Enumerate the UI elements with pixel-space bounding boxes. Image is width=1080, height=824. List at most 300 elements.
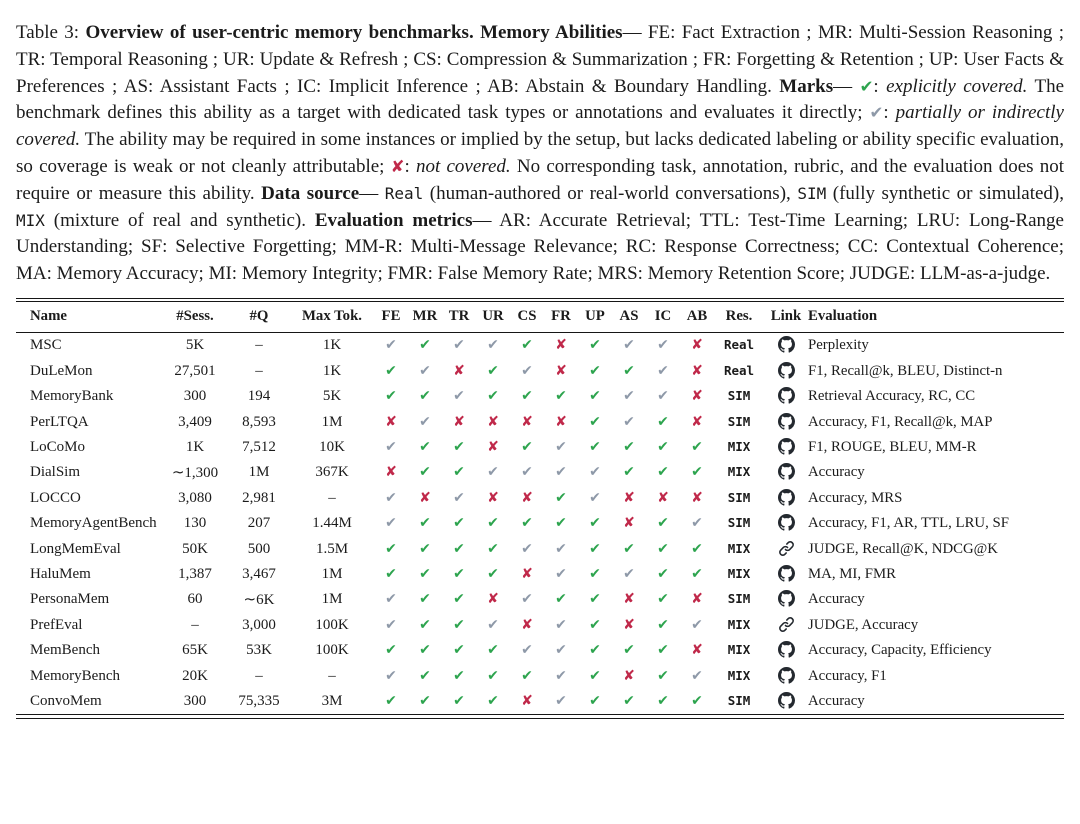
ability-cell-FE — [374, 460, 408, 485]
github-icon[interactable] — [778, 463, 795, 480]
ability-mark-FE: ✔ — [385, 337, 397, 354]
sessions-count: 3,080 — [178, 489, 212, 506]
ability-mark-AB: ✘ — [691, 413, 703, 430]
ability-mark-AS: ✘ — [623, 667, 635, 684]
ability-mark-UR: ✔ — [487, 692, 499, 709]
ability-mark-AS: ✘ — [623, 489, 635, 506]
link-link[interactable] — [778, 616, 795, 633]
data-source-label: MIX — [727, 642, 751, 658]
benchmark-name: MemoryBench — [30, 667, 120, 684]
ability-cell-FE — [374, 537, 408, 562]
data-source-cell — [714, 333, 764, 359]
table-row — [16, 511, 1064, 536]
ability-mark-UR: ✘ — [487, 413, 499, 430]
ability-mark-AB: ✔ — [691, 464, 703, 481]
table-row — [16, 613, 1064, 638]
ability-mark-AB: ✔ — [691, 439, 703, 456]
github-link[interactable] — [778, 514, 795, 531]
ability-mark-AS: ✔ — [623, 642, 635, 659]
caption-text-segment: Real — [384, 183, 424, 203]
table-caption — [16, 20, 1064, 288]
table-row — [16, 689, 1064, 714]
github-link[interactable] — [778, 362, 795, 379]
ability-mark-CS: ✘ — [521, 489, 533, 506]
ability-mark-FR: ✘ — [555, 362, 567, 379]
evaluation-metrics: MA, MI, FMR — [808, 565, 896, 582]
ability-cell-UR — [476, 435, 510, 460]
ability-mark-FR: ✔ — [555, 642, 567, 659]
ability-cell-UR — [476, 359, 510, 384]
table-row — [16, 486, 1064, 511]
ability-cell-MR — [408, 664, 442, 689]
col-header-res: Res. — [725, 308, 753, 325]
ability-mark-CS: ✔ — [521, 439, 533, 456]
sessions-count: 1K — [185, 439, 205, 456]
github-link[interactable] — [778, 489, 795, 506]
ability-mark-FR: ✔ — [555, 464, 567, 481]
ability-mark-FR: ✘ — [555, 413, 567, 430]
ability-cell-CS — [510, 587, 544, 612]
ability-mark-UP: ✔ — [589, 439, 601, 456]
ability-mark-FR: ✘ — [555, 337, 567, 354]
ability-mark-FR: ✔ — [555, 616, 567, 633]
data-source-label: MIX — [727, 616, 751, 632]
caption-text-segment: : — [873, 75, 887, 97]
link-cell — [764, 587, 808, 612]
ability-cell-AS — [612, 359, 646, 384]
link-icon[interactable] — [778, 616, 795, 633]
ability-mark-FR: ✔ — [555, 439, 567, 456]
ability-mark-TR: ✔ — [453, 489, 465, 506]
table-header — [16, 302, 1064, 333]
ability-cell-IC — [646, 562, 680, 587]
ability-mark-MR: ✔ — [419, 692, 431, 709]
evaluation-metrics: JUDGE, Recall@K, NDCG@K — [808, 540, 998, 557]
ability-cell-AS — [612, 333, 646, 359]
ability-cell-CS — [510, 359, 544, 384]
link-cell — [764, 562, 808, 587]
caption-text-segment: — — [359, 182, 385, 204]
questions-count: 194 — [247, 388, 271, 405]
github-icon[interactable] — [778, 336, 795, 353]
ability-mark-AS: ✔ — [623, 464, 635, 481]
caption-mark-glyph: ✔ — [869, 103, 884, 123]
ability-mark-MR: ✔ — [419, 642, 431, 659]
sessions-count: – — [191, 616, 199, 633]
ability-cell-TR — [442, 359, 476, 384]
data-source-cell — [714, 435, 764, 460]
questions-count: – — [255, 362, 263, 379]
col-header-sess: #Sess. — [176, 308, 214, 325]
ability-mark-UR: ✔ — [487, 362, 499, 379]
ability-cell-CS — [510, 689, 544, 714]
ability-mark-IC: ✔ — [657, 388, 669, 405]
github-icon[interactable] — [778, 514, 795, 531]
questions-count: 3,467 — [242, 565, 276, 582]
ability-cell-FR — [544, 359, 578, 384]
data-source-cell — [714, 664, 764, 689]
caption-text-segment: The ability may be required in some instances or implied by the setup, but lacks dedicated labeling or ability specific evaluation, so coverage is weak or not cleanly attributable; — [16, 129, 1064, 177]
ability-cell-CS — [510, 638, 544, 663]
evaluation-metrics: Perplexity — [808, 337, 869, 354]
ability-mark-TR: ✔ — [453, 439, 465, 456]
caption-text-segment: SIM — [797, 183, 827, 203]
ability-mark-FE: ✔ — [385, 540, 397, 557]
ability-cell-AS — [612, 384, 646, 409]
ability-cell-TR — [442, 460, 476, 485]
ability-mark-AS: ✔ — [623, 388, 635, 405]
caption-text-segment: (fully synthetic or simulated), — [826, 182, 1064, 204]
caption-mark-glyph: ✔ — [859, 76, 874, 96]
benchmark-name: LOCCO — [30, 489, 81, 506]
benchmark-name: HaluMem — [30, 565, 91, 582]
github-icon[interactable] — [778, 692, 795, 709]
ability-mark-MR: ✔ — [419, 616, 431, 633]
max-tokens: 1M — [321, 413, 343, 430]
ability-mark-TR: ✘ — [453, 362, 465, 379]
github-link[interactable] — [778, 438, 795, 455]
ability-cell-UP — [578, 435, 612, 460]
data-source-label: Real — [723, 362, 755, 378]
link-link[interactable] — [778, 540, 795, 557]
github-icon[interactable] — [778, 489, 795, 506]
ability-mark-AB: ✔ — [691, 616, 703, 633]
ability-cell-UR — [476, 638, 510, 663]
link-cell — [764, 486, 808, 511]
ability-cell-TR — [442, 613, 476, 638]
github-link[interactable] — [778, 336, 795, 353]
ability-cell-FR — [544, 486, 578, 511]
github-link[interactable] — [778, 692, 795, 709]
questions-count: – — [255, 337, 263, 354]
max-tokens: 1M — [321, 565, 343, 582]
questions-count: 3,000 — [242, 616, 276, 633]
ability-cell-AB — [680, 384, 714, 409]
ability-cell-UR — [476, 562, 510, 587]
ability-cell-MR — [408, 587, 442, 612]
github-icon[interactable] — [778, 590, 795, 607]
ability-mark-UP: ✔ — [589, 362, 601, 379]
ability-cell-AB — [680, 664, 714, 689]
benchmark-name: MemoryBank — [30, 388, 114, 405]
ability-mark-FE: ✔ — [385, 667, 397, 684]
ability-cell-CS — [510, 460, 544, 485]
ability-mark-UR: ✔ — [487, 515, 499, 532]
data-source-label: MIX — [727, 464, 751, 480]
ability-cell-IC — [646, 384, 680, 409]
ability-cell-FE — [374, 689, 408, 714]
col-header-fe: FE — [381, 308, 401, 325]
ability-mark-AB: ✘ — [691, 591, 703, 608]
ability-mark-UR: ✔ — [487, 565, 499, 582]
data-source-cell — [714, 587, 764, 612]
col-header-name: Name — [30, 308, 67, 325]
ability-mark-CS: ✘ — [521, 692, 533, 709]
ability-cell-CS — [510, 562, 544, 587]
ability-mark-MR: ✔ — [419, 591, 431, 608]
ability-mark-CS: ✘ — [521, 413, 533, 430]
table-row — [16, 435, 1064, 460]
ability-cell-AS — [612, 460, 646, 485]
ability-mark-UP: ✔ — [589, 616, 601, 633]
ability-cell-UR — [476, 664, 510, 689]
ability-cell-FE — [374, 511, 408, 536]
caption-text-segment: No corresponding task, annotation, rubric, and the evaluation does not require or measure this ability. — [16, 155, 1065, 204]
ability-mark-IC: ✔ — [657, 692, 669, 709]
ability-mark-AS: ✘ — [623, 591, 635, 608]
evaluation-metrics: Accuracy, MRS — [808, 489, 903, 506]
ability-mark-FE: ✘ — [385, 464, 397, 481]
github-link[interactable] — [778, 413, 795, 430]
ability-cell-FR — [544, 537, 578, 562]
data-source-label: SIM — [727, 489, 751, 505]
ability-mark-FR: ✔ — [555, 692, 567, 709]
benchmark-name: MemoryAgentBench — [30, 515, 157, 532]
ability-mark-CS: ✔ — [521, 667, 533, 684]
caption-text-segment: — — [833, 75, 860, 97]
ability-cell-UR — [476, 384, 510, 409]
max-tokens: 1K — [322, 362, 342, 379]
caption-text-segment: not covered. — [416, 155, 511, 177]
sessions-count: 1,387 — [178, 565, 212, 582]
link-cell — [764, 613, 808, 638]
ability-cell-MR — [408, 460, 442, 485]
col-header-evaluation: Evaluation — [808, 308, 878, 325]
github-link[interactable] — [778, 387, 795, 404]
data-source-label: SIM — [727, 413, 751, 429]
ability-cell-TR — [442, 638, 476, 663]
questions-count: 500 — [247, 540, 271, 557]
ability-cell-AS — [612, 638, 646, 663]
sessions-count: ∼1,300 — [171, 465, 219, 482]
caption-text-segment: Evaluation metrics — [314, 209, 473, 231]
ability-cell-UP — [578, 587, 612, 612]
ability-mark-MR: ✔ — [419, 388, 431, 405]
ability-mark-UR: ✔ — [487, 464, 499, 481]
benchmark-name: ConvoMem — [30, 692, 102, 709]
ability-cell-FE — [374, 359, 408, 384]
caption-text-segment: (human-authored or real-world conversations), — [423, 182, 798, 204]
ability-cell-AB — [680, 435, 714, 460]
ability-mark-AB: ✔ — [691, 692, 703, 709]
ability-mark-TR: ✔ — [453, 591, 465, 608]
max-tokens: 367K — [315, 464, 349, 481]
benchmark-name: PersonaMem — [30, 591, 110, 608]
ability-mark-FR: ✔ — [555, 565, 567, 582]
ability-mark-UP: ✔ — [589, 489, 601, 506]
ability-cell-MR — [408, 613, 442, 638]
evaluation-metrics: Accuracy — [808, 692, 865, 709]
ability-cell-AS — [612, 435, 646, 460]
ability-mark-FE: ✔ — [385, 489, 397, 506]
ability-cell-UP — [578, 562, 612, 587]
col-header-ab: AB — [686, 308, 708, 325]
caption-text-segment: Marks — [779, 75, 834, 97]
ability-cell-FE — [374, 613, 408, 638]
ability-cell-FE — [374, 562, 408, 587]
ability-cell-MR — [408, 511, 442, 536]
ability-cell-TR — [442, 562, 476, 587]
ability-mark-IC: ✔ — [657, 464, 669, 481]
ability-cell-CS — [510, 664, 544, 689]
col-header-q: #Q — [249, 308, 269, 325]
ability-cell-FR — [544, 587, 578, 612]
ability-cell-UP — [578, 638, 612, 663]
github-link[interactable] — [778, 565, 795, 582]
ability-cell-TR — [442, 511, 476, 536]
ability-mark-CS: ✔ — [521, 515, 533, 532]
ability-cell-UR — [476, 333, 510, 359]
table-row — [16, 562, 1064, 587]
ability-cell-FR — [544, 333, 578, 359]
ability-cell-UP — [578, 333, 612, 359]
link-cell — [764, 638, 808, 663]
evaluation-metrics: Accuracy — [808, 591, 865, 608]
ability-cell-IC — [646, 435, 680, 460]
benchmark-name: MemBench — [30, 642, 100, 659]
ability-mark-TR: ✔ — [453, 616, 465, 633]
evaluation-metrics: Accuracy, F1, AR, TTL, LRU, SF — [808, 515, 1009, 532]
github-icon[interactable] — [778, 565, 795, 582]
ability-cell-UR — [476, 613, 510, 638]
sessions-count: 50K — [182, 540, 208, 557]
ability-mark-IC: ✔ — [657, 413, 669, 430]
link-cell — [764, 689, 808, 714]
max-tokens: 100K — [315, 616, 349, 633]
ability-mark-CS: ✔ — [521, 388, 533, 405]
github-link[interactable] — [778, 641, 795, 658]
github-icon[interactable] — [778, 641, 795, 658]
questions-count: 207 — [247, 515, 271, 532]
ability-cell-CS — [510, 537, 544, 562]
questions-count: 75,335 — [238, 692, 280, 709]
col-header-up: UP — [585, 308, 605, 325]
link-cell — [764, 537, 808, 562]
ability-cell-UR — [476, 587, 510, 612]
sessions-count: 300 — [183, 692, 207, 709]
github-icon[interactable] — [778, 667, 795, 684]
ability-cell-AS — [612, 511, 646, 536]
link-cell — [764, 664, 808, 689]
ability-mark-FE: ✔ — [385, 692, 397, 709]
ability-mark-TR: ✔ — [453, 337, 465, 354]
github-icon[interactable] — [778, 387, 795, 404]
github-icon[interactable] — [778, 413, 795, 430]
ability-mark-MR: ✔ — [419, 515, 431, 532]
table-bottom-rule — [16, 714, 1064, 719]
ability-mark-CS: ✘ — [521, 616, 533, 633]
ability-mark-AS: ✔ — [623, 439, 635, 456]
ability-mark-IC: ✔ — [657, 362, 669, 379]
ability-mark-IC: ✔ — [657, 616, 669, 633]
col-header-ic: IC — [654, 308, 672, 325]
ability-mark-IC: ✔ — [657, 515, 669, 532]
ability-cell-AB — [680, 333, 714, 359]
ability-mark-AS: ✔ — [623, 565, 635, 582]
ability-cell-UP — [578, 511, 612, 536]
ability-mark-UR: ✔ — [487, 388, 499, 405]
evaluation-metrics: F1, Recall@k, BLEU, Distinct-n — [808, 362, 1003, 379]
col-header-fr: FR — [551, 308, 571, 325]
ability-cell-FR — [544, 511, 578, 536]
col-header-cs: CS — [517, 308, 537, 325]
link-icon[interactable] — [778, 540, 795, 557]
ability-mark-UR: ✔ — [487, 642, 499, 659]
data-source-cell — [714, 460, 764, 485]
benchmark-name: MSC — [30, 337, 62, 354]
ability-mark-UR: ✔ — [487, 616, 499, 633]
ability-cell-UP — [578, 537, 612, 562]
ability-cell-TR — [442, 410, 476, 435]
data-source-label: SIM — [727, 591, 751, 607]
ability-mark-MR: ✔ — [419, 362, 431, 379]
col-header-mr: MR — [412, 308, 438, 325]
data-source-cell — [714, 384, 764, 409]
ability-cell-FR — [544, 664, 578, 689]
ability-mark-IC: ✘ — [657, 489, 669, 506]
col-header-maxtok: Max Tok. — [301, 308, 363, 325]
ability-mark-FE: ✔ — [385, 362, 397, 379]
github-icon[interactable] — [778, 438, 795, 455]
ability-cell-TR — [442, 384, 476, 409]
ability-mark-AB: ✔ — [691, 565, 703, 582]
ability-mark-TR: ✔ — [453, 388, 465, 405]
ability-cell-AB — [680, 460, 714, 485]
ability-mark-TR: ✔ — [453, 692, 465, 709]
github-link[interactable] — [778, 463, 795, 480]
ability-cell-TR — [442, 333, 476, 359]
ability-cell-TR — [442, 587, 476, 612]
ability-mark-AB: ✔ — [691, 540, 703, 557]
caption-text-segment: partially or indirectly covered. — [16, 102, 1064, 151]
ability-mark-UP: ✔ — [589, 642, 601, 659]
github-link[interactable] — [778, 667, 795, 684]
caption-text-segment: explicitly covered. — [886, 75, 1028, 97]
table-row — [16, 460, 1064, 485]
ability-cell-FR — [544, 410, 578, 435]
max-tokens: 1.44M — [312, 515, 352, 532]
sessions-count: 60 — [187, 591, 203, 608]
ability-mark-UP: ✔ — [589, 667, 601, 684]
ability-mark-TR: ✔ — [453, 515, 465, 532]
ability-mark-FR: ✔ — [555, 667, 567, 684]
col-header-ur: UR — [482, 308, 504, 325]
ability-mark-TR: ✔ — [453, 667, 465, 684]
ability-mark-MR: ✔ — [419, 413, 431, 430]
ability-mark-UP: ✔ — [589, 565, 601, 582]
data-source-label: SIM — [727, 388, 751, 404]
data-source-cell — [714, 638, 764, 663]
ability-cell-UP — [578, 359, 612, 384]
link-cell — [764, 410, 808, 435]
github-link[interactable] — [778, 590, 795, 607]
ability-cell-TR — [442, 664, 476, 689]
ability-cell-CS — [510, 435, 544, 460]
ability-cell-CS — [510, 486, 544, 511]
ability-mark-AS: ✘ — [623, 616, 635, 633]
ability-mark-CS: ✔ — [521, 591, 533, 608]
evaluation-metrics: Accuracy, F1 — [808, 667, 887, 684]
ability-mark-IC: ✔ — [657, 642, 669, 659]
github-icon[interactable] — [778, 362, 795, 379]
ability-cell-TR — [442, 537, 476, 562]
ability-mark-UR: ✔ — [487, 337, 499, 354]
ability-cell-TR — [442, 486, 476, 511]
ability-cell-FR — [544, 384, 578, 409]
max-tokens: – — [328, 667, 336, 684]
caption-mark-glyph: ✘ — [390, 156, 405, 176]
max-tokens: 3M — [321, 692, 343, 709]
